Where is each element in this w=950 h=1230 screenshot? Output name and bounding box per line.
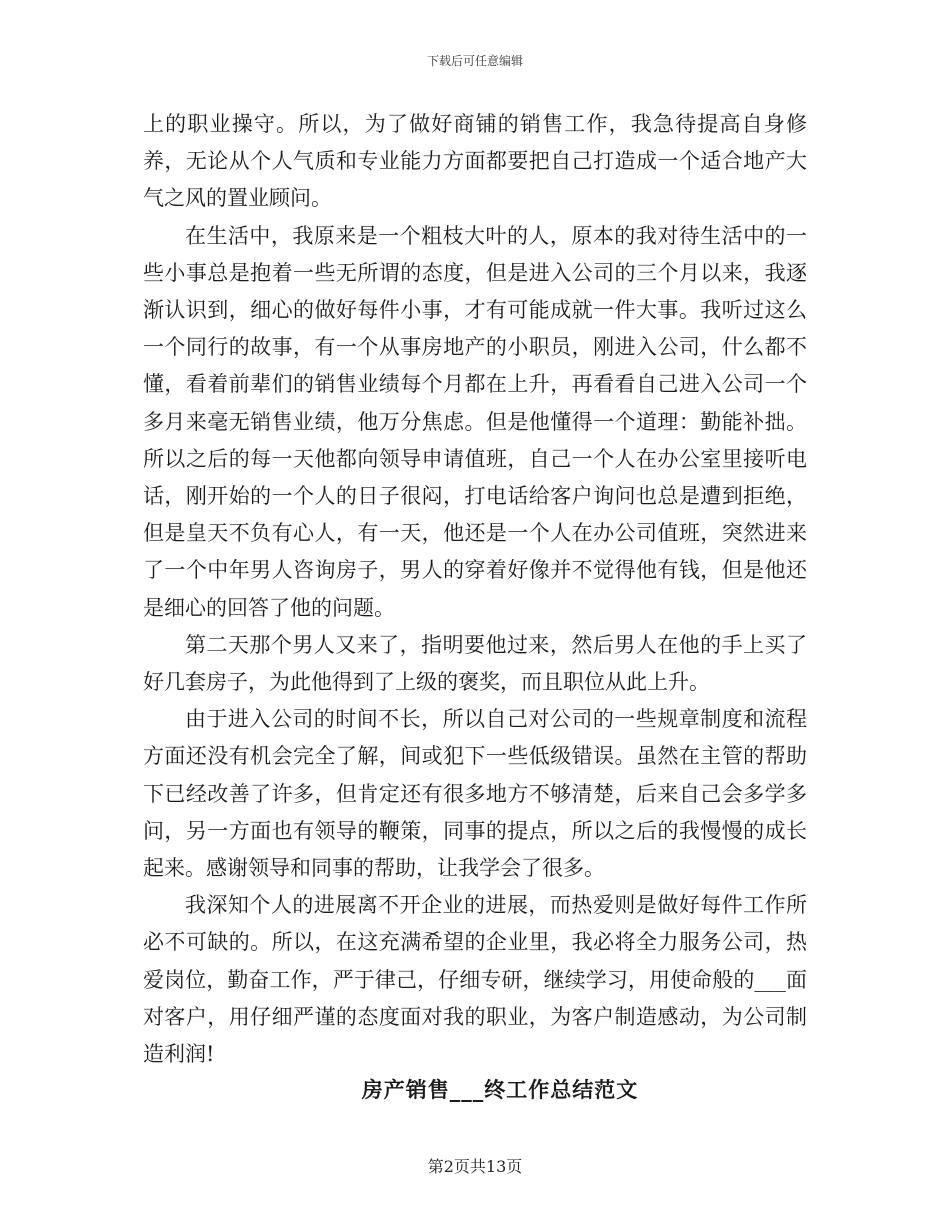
paragraph-1: 上的职业操守。所以，为了做好商铺的销售工作，我急待提高自身修养，无论从个人气质和专业能力方面都要把自己打造成一个适合地产大气之风的置业顾问。 xyxy=(143,112,807,211)
document-body xyxy=(143,106,807,1073)
paragraph-2: 在生活中，我原来是一个粗枝大叶的人，原本的我对待生活中的一些小事总是抱着一些无所谓的态度，但是进入公司的三个月以来，我逐渐认识到，细心的做好每件小事，才有可能成就一件大事。我听过这么一个同行的故事，有一个从事房地产的小职员，刚进入公司，什么都不懂，看着前辈们的销售业绩每个月都在上升，再看看自己进入公司一个多月来毫无销售业绩，他万分焦虑。但是他懂得一个道理：勤能补拙。所以之后的每一天他都向领导申请值班，自己一个人在办公室里接听电话，刚开始的一个人的日子很闷，打电话给客户询问也总是遭到拒绝，但是皇天不负有心人，有一天，他还是一个人在办公司值班，突然进来了一个中年男人咨询房子，男人的穿着好像并不觉得他有钱，但是他还是细心的回答了他的问题。 xyxy=(143,223,807,620)
paragraph-4: 由于进入公司的时间不长，所以自己对公司的一些规章制度和流程方面还没有机会完全了解，间或犯下一些低级错误。虽然在主管的帮助下已经改善了许多，但肯定还有很多地方不够清楚，后来自己会多学多问，另一方面也有领导的鞭策，同事的提点，所以之后的我慢慢的成长起来。感谢领导和同事的帮助，让我学会了很多。 xyxy=(143,707,807,881)
page-header: 下载后可任意编辑 xyxy=(426,54,523,68)
section-title: 房产销售___终工作总结范文 xyxy=(361,1077,639,1102)
paragraph-5: 我深知个人的进展离不开企业的进展，而热爱则是做好每件工作所必不可缺的。所以，在这充满希望的企业里，我必将全力服务公司，热爱岗位，勤奋工作，严于律己，仔细专研，继续学习，用使命般的___面对客户，用仔细严谨的态度面对我的职业，为客户制造感动，为公司制造利润! xyxy=(143,893,807,1067)
paragraph-3: 第二天那个男人又来了，指明要他过来，然后男人在他的手上买了好几套房子，为此他得到了上级的褒奖，而且职位从此上升。 xyxy=(143,632,807,695)
page-number: 第2页共13页 xyxy=(427,1157,523,1176)
